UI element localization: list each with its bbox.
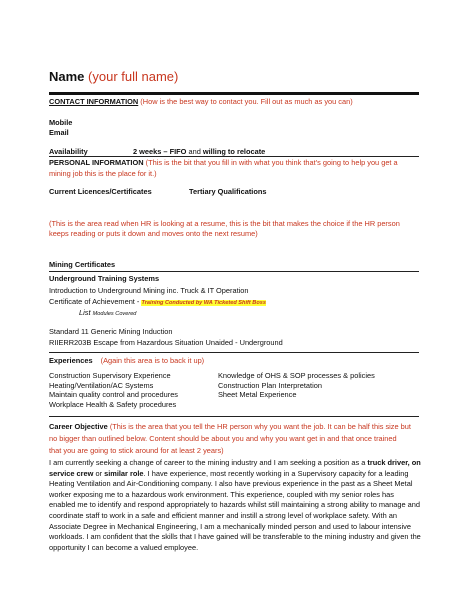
mining-heading: Mining Certificates <box>49 260 116 269</box>
personal-divider <box>49 156 419 157</box>
experiences-heading-label: Experiences <box>49 356 93 365</box>
availability-prefix: 2 weeks – FIFO <box>133 147 187 156</box>
list-line <box>79 308 136 317</box>
riierr-line: RIIERR203B Escape from Hazardous Situation Unaided - Underground <box>49 338 283 347</box>
personal-hint-line1: (This is the bit that you fill in with what you think that's going to help you get a <box>145 158 398 167</box>
certificate-prefix: Certificate of Achievement - <box>49 297 140 306</box>
career-bold-2: on service crew <box>49 458 421 478</box>
experiences-right-list <box>218 371 375 400</box>
personal-hint-line2: mining job this is the place for it.) <box>49 169 157 178</box>
personal-heading <box>49 158 398 167</box>
name-hint: (your full name) <box>88 69 179 84</box>
personal-note-line2: keeps reading or puts it down and moves onto the next resume) <box>49 229 258 238</box>
contact-heading <box>49 97 353 106</box>
experience-item: Knowledge of OHS & SOP processes & policies <box>218 371 375 380</box>
name-label: Name <box>49 69 85 84</box>
contact-heading-label: CONTACT INFORMATION <box>49 97 139 106</box>
experiences-top-divider <box>49 352 419 353</box>
career-body <box>49 458 421 553</box>
experience-item: Heating/Ventilation/AC Systems <box>49 380 154 390</box>
mining-divider <box>49 271 419 272</box>
standard-line: Standard 11 Generic Mining Induction <box>49 327 173 336</box>
experiences-left-list <box>49 371 178 409</box>
certificate-line <box>49 297 266 306</box>
career-body-2: or <box>95 468 103 478</box>
list-small: Modules Covered <box>92 311 137 317</box>
experiences-heading <box>49 356 204 365</box>
experience-item: Construction Plan Interpretation <box>218 380 322 390</box>
career-divider <box>49 416 419 417</box>
list-label: List <box>79 308 91 317</box>
mining-intro: Introduction to Underground Mining inc. Truck & IT Operation <box>49 286 249 295</box>
current-licences-label: Current Licences/Certificates <box>49 187 152 196</box>
career-bold-3: similar role <box>104 468 144 478</box>
email-label: Email <box>49 128 69 137</box>
experiences-hint: (Again this area is to back it up) <box>100 356 205 365</box>
experience-item: Sheet Metal Experience <box>218 390 297 400</box>
systems-heading: Underground Training Systems <box>49 274 160 283</box>
name-divider <box>49 92 419 95</box>
career-hint-line3: that you are going to stick around for at least 2 years) <box>49 446 224 455</box>
availability-label: Availability <box>49 147 88 156</box>
career-hint-line2: no bigger than outlined below. Content should be about you and why you want get in and that once trained <box>49 434 397 443</box>
experience-item: Maintain quality control and procedures <box>49 390 179 400</box>
availability-value <box>133 147 265 156</box>
career-bold-1: truck driver, <box>367 458 410 467</box>
name-heading <box>49 69 178 84</box>
contact-hint: (How is the best way to contact you. Fill out as much as you can) <box>140 97 353 106</box>
experience-item: Construction Supervisory Experience <box>49 371 171 380</box>
availability-and: and <box>188 147 201 156</box>
mobile-label: Mobile <box>49 118 73 127</box>
availability-suffix: willing to relocate <box>202 147 266 156</box>
career-heading-label: Career Objective <box>49 422 108 431</box>
career-heading <box>49 422 411 431</box>
certificate-highlight: Training Conducted by WA Ticketed Shift Boss <box>141 300 266 306</box>
personal-heading-label: PERSONAL INFORMATION <box>49 158 144 167</box>
experience-item: Workplace Health & Safety procedures <box>49 399 177 409</box>
tertiary-label: Tertiary Qualifications <box>189 187 267 196</box>
career-body-3: . I have experience, most recently working in a Supervisory capacity for a leading Heating Ventilation and Air-Conditioning company. I also have previous experience in the past as a Sheet Metal worker exposing me to a hazardous work environment. This experience, coupled with my senior roles has enabled me to identify and respond appropriately to hazards whilst still maintaining a strong ability to manage and coordinate staff to work in a safe and efficient manner and instill a strong level of workplace safety. With an Associate Degree in Mechanical Engineering, I am a mechanically minded person and used to labour intensive workloads. I am confident that the skills that I have gained will be transferable to the mining industry and given the opportunity I can become a valued employee. <box>49 468 421 552</box>
personal-note-line1: (This is the area read when HR is looking at a resume, this is the bit that makes the choice if the HR person <box>49 219 400 228</box>
career-hint-line1: (This is the area that you tell the HR person why you want the job. It can be half this size but <box>109 422 411 431</box>
career-body-1: I am currently seeking a change of career to the mining industry and I am seeking a position as a <box>49 458 366 467</box>
